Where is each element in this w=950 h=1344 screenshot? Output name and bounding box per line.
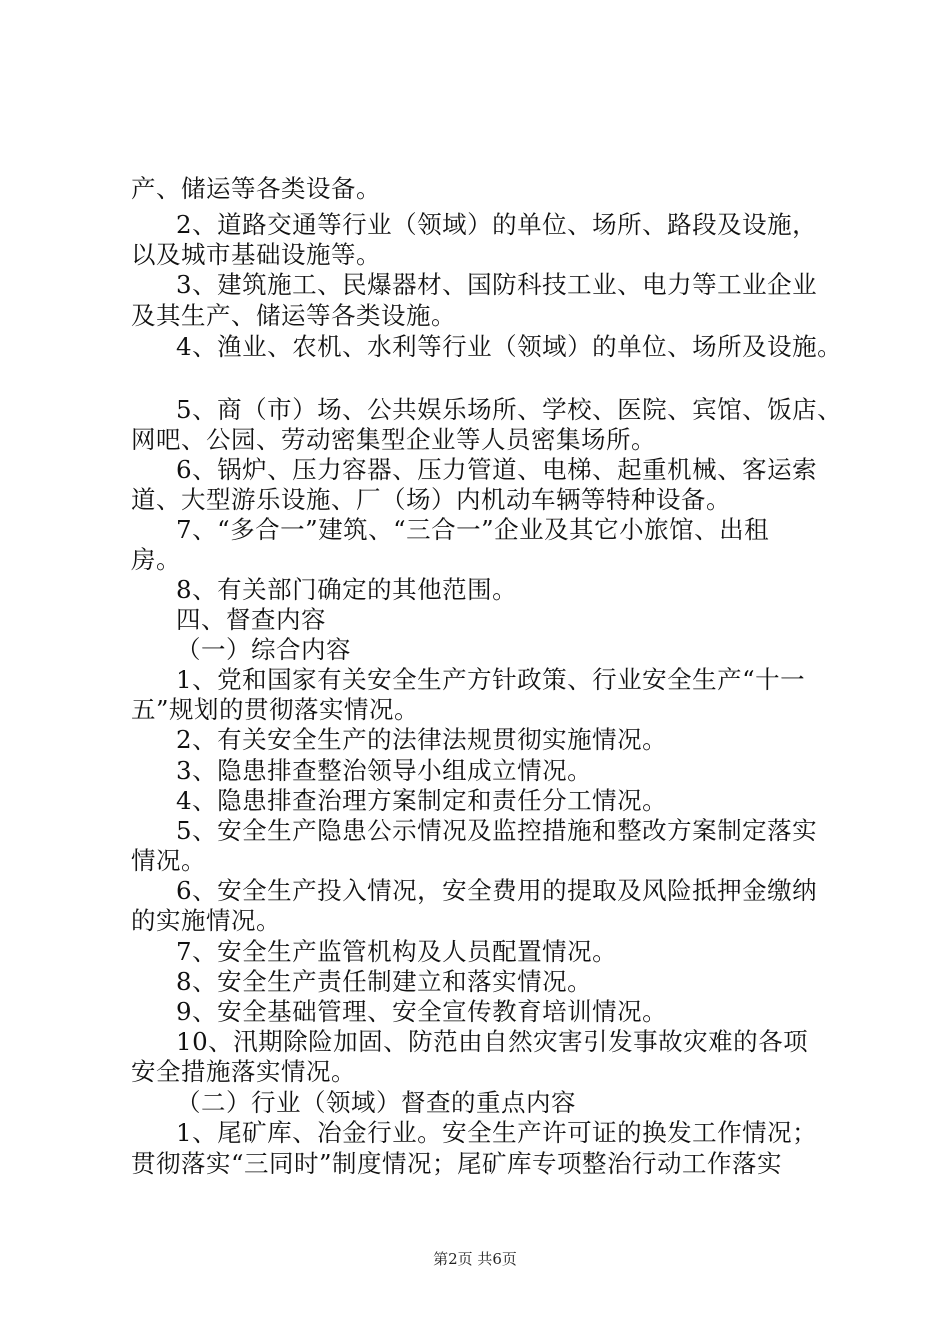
text-line: 5、安全生产隐患公示情况及监控措施和整改方案制定落实: [176, 816, 818, 845]
text-line: 贯彻落实“三同时”制度情况；尾矿库专项整治行动工作落实: [131, 1149, 783, 1178]
text-line: 3、建筑施工、民爆器材、国防科技工业、电力等工业企业: [176, 270, 818, 299]
page-number: 第2页 共6页: [433, 1250, 517, 1268]
text-line: 网吧、公园、劳动密集型企业等人员密集场所。: [131, 425, 656, 454]
text-line: 以及城市基础设施等。: [131, 240, 381, 269]
section-heading: 四、督查内容: [176, 605, 326, 634]
text-line: 6、锅炉、压力容器、压力管道、电梯、起重机械、客运索: [176, 455, 818, 484]
text-line: 8、安全生产责任制建立和落实情况。: [176, 967, 593, 996]
text-line: 8、有关部门确定的其他范围。: [176, 575, 518, 604]
text-line: 2、道路交通等行业（领域）的单位、场所、路段及设施，: [176, 210, 818, 239]
text-line: 4、隐患排查治理方案制定和责任分工情况。: [176, 786, 668, 815]
text-line: 的实施情况。: [131, 906, 281, 935]
text-line: 情况。: [131, 846, 206, 875]
subsection-heading: （二）行业（领域）督查的重点内容: [176, 1088, 576, 1117]
text-line: 5、商（市）场、公共娱乐场所、学校、医院、宾馆、饭店、: [176, 395, 843, 424]
text-line: 五”规划的贯彻落实情况。: [131, 695, 420, 724]
text-line: 安全措施落实情况。: [131, 1057, 356, 1086]
text-line: 7、安全生产监管机构及人员配置情况。: [176, 937, 618, 966]
text-line: 道、大型游乐设施、厂（场）内机动车辆等特种设备。: [131, 485, 731, 514]
text-line: 产、储运等各类设备。: [131, 174, 381, 203]
text-line: 3、隐患排查整治领导小组成立情况。: [176, 756, 593, 785]
text-line: 9、安全基础管理、安全宣传教育培训情况。: [176, 997, 668, 1026]
text-line: 1、党和国家有关安全生产方针政策、行业安全生产“十一: [176, 665, 806, 694]
text-line: 6、安全生产投入情况，安全费用的提取及风险抵押金缴纳: [176, 876, 818, 905]
text-line: 4、渔业、农机、水利等行业（领域）的单位、场所及设施。: [176, 332, 843, 361]
text-line: 1、尾矿库、冶金行业。安全生产许可证的换发工作情况；: [176, 1118, 818, 1147]
text-line: 2、有关安全生产的法律法规贯彻实施情况。: [176, 725, 668, 754]
text-line: 7、“多合一”建筑、“三合一”企业及其它小旅馆、出租: [176, 515, 770, 544]
subsection-heading: （一）综合内容: [176, 635, 351, 664]
text-line: 及其生产、储运等各类设施。: [131, 301, 456, 330]
text-line: 10、汛期除险加固、防范由自然灾害引发事故灾难的各项: [176, 1027, 809, 1056]
text-line: 房。: [131, 545, 181, 574]
